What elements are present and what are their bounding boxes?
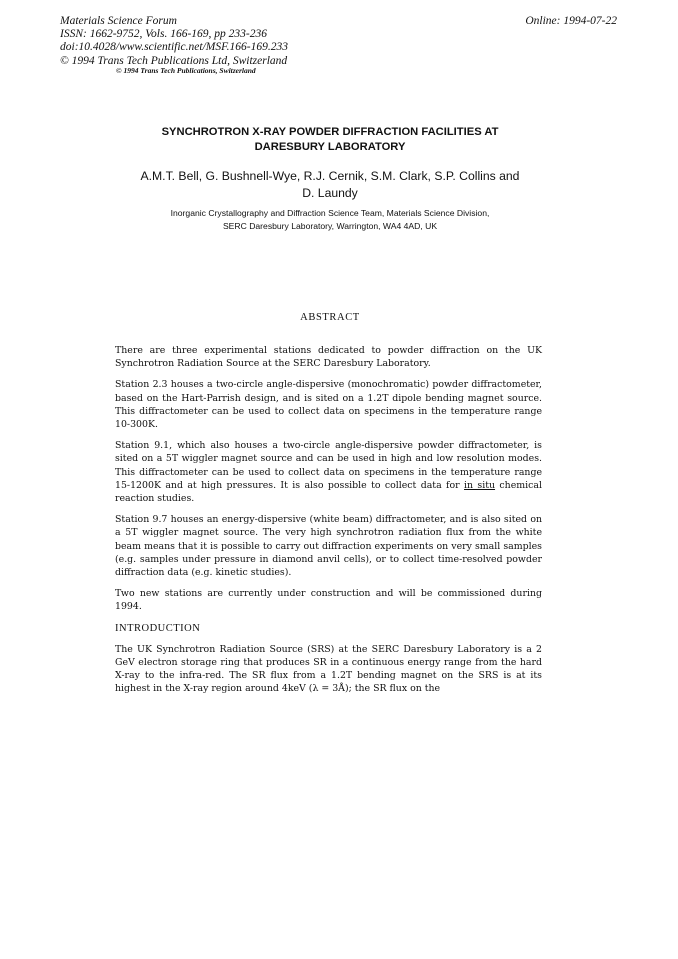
- introduction-heading: INTRODUCTION: [115, 622, 201, 634]
- title-line-1: SYNCHROTRON X-RAY POWDER DIFFRACTION FACILITIES AT: [161, 126, 499, 138]
- paragraph-text: Station 9.1, which also houses a two-circle angle-dispersive powder diffractometer, is sited on a 5T wiggler magnet source and can be used in high and low resolution modes. This diffractometer can be used to collect data on specimens in the temperature range 15-1200K and at high pressures. It is also possible to collect data for: [115, 440, 542, 491]
- journal-header: [60, 15, 288, 68]
- doi-line: doi:10.4028/www.scientific.net/MSF.166-169.233: [60, 41, 288, 54]
- abstract-heading: ABSTRACT: [300, 312, 360, 323]
- affiliation-line-2: SERC Daresbury Laboratory, Warrington, WA4 4AD, UK: [222, 220, 438, 231]
- authors-line-2: D. Laundy: [302, 185, 358, 200]
- introduction-paragraph-1: The UK Synchrotron Radiation Source (SRS) at the SERC Daresbury Laboratory is a 2 GeV electron storage ring that produces SR in a continuous energy range from the hard X-ray to the infra-red. The SR flux from a 1.2T bending magnet on the SRS is at its highest in the X-ray region around 4keV (λ = 3Å); the SR flux on the: [115, 643, 542, 695]
- abstract-paragraph-4: Station 9.7 houses an energy-dispersive (white beam) diffractometer, and is also sited on a 5T wiggler magnet source. The very high synchrotron radiation flux from the white beam means that it is possible to carry out diffraction experiments on very small samples (e.g. samples under pressure in diamond anvil cells), or to collect time-resolved powder diffraction data (e.g. kinetic studies).: [115, 514, 542, 579]
- in-situ-term: in situ: [464, 479, 496, 491]
- issn-line: ISSN: 1662-9752, Vols. 166-169, pp 233-236: [60, 28, 267, 41]
- abstract-paragraph-5: Two new stations are currently under construction and will be commissioned during 1994.: [115, 588, 542, 613]
- authors-line-1: A.M.T. Bell, G. Bushnell-Wye, R.J. Cernik, S.M. Clark, S.P. Collins and: [140, 169, 520, 183]
- paper-body: [115, 344, 542, 704]
- affiliation-line-1: Inorganic Crystallography and Diffraction Science Team, Materials Science Division,: [170, 208, 490, 218]
- paper-title: [100, 125, 560, 155]
- abstract-paragraph-2: Station 2.3 houses a two-circle angle-dispersive (monochromatic) powder diffractometer, based on the Hart-Parrish design, and is sited on a 1.2T dipole bending magnet source. This diffractometer can be used to collect data on specimens in the temperature range 10-300K.: [115, 379, 542, 431]
- affiliation: [100, 207, 560, 232]
- abstract-paragraph-1: There are three experimental stations dedicated to powder diffraction on the UK Synchrotron Radiation Source at the SERC Daresbury Laboratory.: [115, 345, 542, 370]
- title-line-2: DARESBURY LABORATORY: [254, 141, 406, 153]
- paragraph-text: chemical reaction studies.: [115, 479, 542, 505]
- author-list: [100, 168, 560, 201]
- journal-name: Materials Science Forum: [60, 15, 177, 27]
- publisher-copyright: © 1994 Trans Tech Publications, Switzerland: [116, 66, 256, 75]
- abstract-paragraph-3: [115, 439, 542, 505]
- online-date: Online: 1994-07-22: [525, 15, 617, 27]
- copyright-line: © 1994 Trans Tech Publications Ltd, Switzerland: [60, 54, 288, 67]
